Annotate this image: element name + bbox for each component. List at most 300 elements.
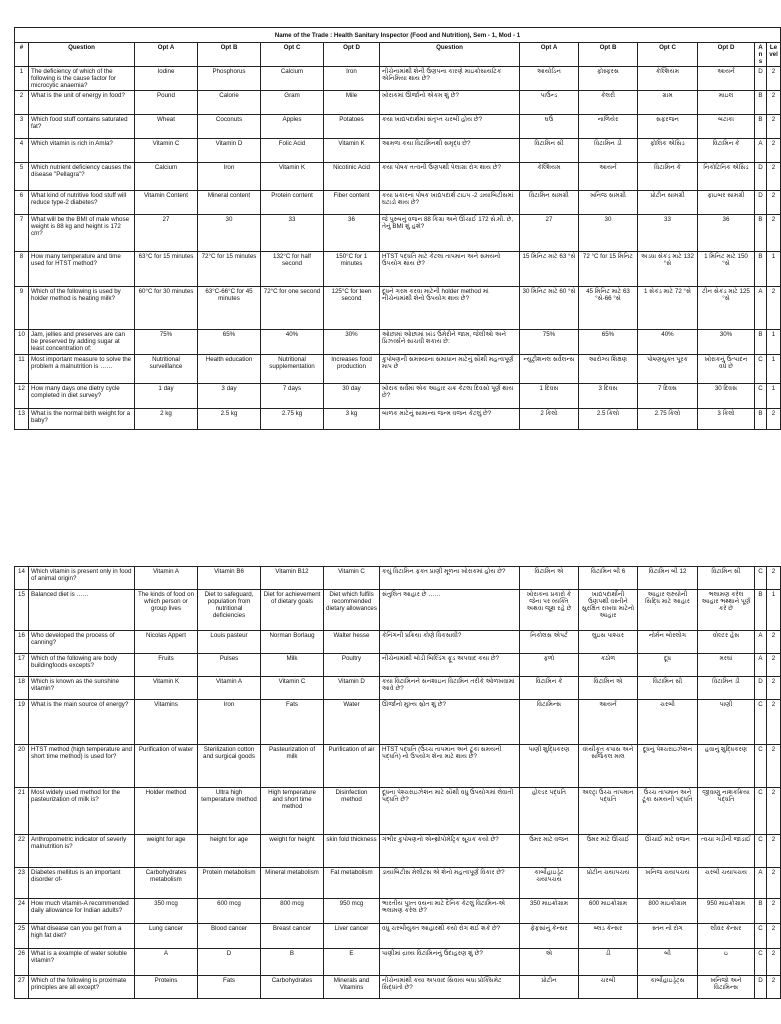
answer-key: C xyxy=(755,835,767,868)
option-b-gujarati: 3 દિવસ xyxy=(579,384,638,409)
option-d-gujarati: આયર્ન xyxy=(698,67,755,91)
question-text: What is a example of water soluble vitamin? xyxy=(29,949,135,976)
answer-key: C xyxy=(755,384,767,409)
question-text: Which vitamin is present only in food of animal origin? xyxy=(29,567,135,590)
option-b: Diet to safeguard, population from nutritional deficiencies xyxy=(198,590,261,631)
option-a-gujarati: વિટામિન કે xyxy=(520,677,579,700)
option-d: 950 mcg xyxy=(324,899,380,924)
difficulty-level: 2 xyxy=(767,287,781,330)
question-text-gujarati: ખોરાક સર્વેમાં એક આહાર ચક્ર કેટલા દિવસો પૂર્ણ થાય છે? xyxy=(380,384,520,409)
option-d: Water xyxy=(324,700,380,745)
table-row xyxy=(15,91,781,115)
option-d-gujarati: ચરબી ચયાપચય xyxy=(698,868,755,899)
difficulty-level: 1 xyxy=(767,330,781,355)
option-d: Disinfection method xyxy=(324,788,380,835)
question-text: Which vitamin is rich in Amla? xyxy=(29,139,135,163)
header-opt-c-gujarati: Opt C xyxy=(638,43,698,67)
answer-key: A xyxy=(755,287,767,330)
option-d-gujarati: ત્વચા ગડીની જાડાઈ xyxy=(698,835,755,868)
option-a: The kinds of food on which person or group lives xyxy=(135,590,198,631)
option-b: 600 mcg xyxy=(198,899,261,924)
question-text-gujarati: દૂધને ગરમ કરવા માટેની holder method માં નીચેનામાંથી શેનો ઉપયોગ થાય છે? xyxy=(380,287,520,330)
header-answer: Ans xyxy=(755,43,767,67)
option-b-gujarati: 65% xyxy=(579,330,638,355)
option-c: weight for height xyxy=(261,835,324,868)
option-c-gujarati: સ્તન નો રોગ xyxy=(638,924,698,949)
option-a: 63°C for 15 minutes xyxy=(135,252,198,287)
table-row xyxy=(15,330,781,355)
option-d-gujarati: ખનિજો અને વિટામિન્સ xyxy=(698,976,755,999)
option-a: Pound xyxy=(135,91,198,115)
difficulty-level: 2 xyxy=(767,677,781,700)
table-row xyxy=(15,868,781,899)
option-c-gujarati: પોષણયુક્ત પૂરક xyxy=(638,355,698,384)
option-a-gujarati: પાઉન્ડ xyxy=(520,91,579,115)
question-text: What is the main source of energy? xyxy=(29,700,135,745)
option-b-gujarati: આયર્ન xyxy=(579,700,638,745)
option-d-gujarati: બટાકા xyxy=(698,115,755,139)
option-c: Norman Borlaug xyxy=(261,631,324,654)
answer-key: C xyxy=(755,745,767,788)
difficulty-level: 2 xyxy=(767,115,781,139)
option-a-gujarati: ફળો xyxy=(520,654,579,677)
option-d-gujarati: 30 દિવસ xyxy=(698,384,755,409)
option-b-gujarati: વિટામિન ડી xyxy=(579,139,638,163)
question-text-gujarati: સંતુલિત આહાર છે …… xyxy=(380,590,520,631)
answer-key: C xyxy=(755,700,767,745)
question-text: Jam, jellies and preserves are can be preserved by adding sugar at least concentration of: xyxy=(29,330,135,355)
option-b-gujarati: 45 મિનિટ માટે 63 °સે-66 °સે xyxy=(579,287,638,330)
option-c: 2.75 kg xyxy=(261,409,324,430)
option-b-gujarati: કઠોળ xyxy=(579,654,638,677)
option-b-gujarati: અલ્ટ્રા ઉચ્ચ તાપમાન પદ્ધતિ xyxy=(579,788,638,835)
option-c: Mineral metabolism xyxy=(261,868,324,899)
question-text: What will be the BMI of male whose weight is 88 kg and height is 172 cm? xyxy=(29,215,135,252)
option-b-gujarati: લુઇસ પાશ્ચર xyxy=(579,631,638,654)
option-b-gujarati: ચરબી xyxy=(579,976,638,999)
table-row xyxy=(15,567,781,590)
option-d-gujarati: 3 કિલો xyxy=(698,409,755,430)
difficulty-level: 2 xyxy=(767,654,781,677)
option-d: E xyxy=(324,949,380,976)
option-d-gujarati: વિટામિન કે xyxy=(698,139,755,163)
option-d: Diet which fulfils recommended dietary allowances xyxy=(324,590,380,631)
option-a-gujarati: કાર્બોહાઇડ્રેટ ચયાપચય xyxy=(520,868,579,899)
question-number: 24 xyxy=(15,899,29,924)
option-a-gujarati: 15 મિનિટ માટે 63 °સે xyxy=(520,252,579,287)
option-d: Minerals and Vitamins xyxy=(324,976,380,999)
table-row xyxy=(15,949,781,976)
difficulty-level: 2 xyxy=(767,745,781,788)
option-a-gujarati: ઉંમર માટે વજન xyxy=(520,835,579,868)
table-row xyxy=(15,745,781,788)
difficulty-level: 2 xyxy=(767,215,781,252)
option-a: Nicolas Appert xyxy=(135,631,198,654)
option-a-gujarati: પ્રોટીન xyxy=(520,976,579,999)
question-text-gujarati: ડાયાબિટીસ મેલીટસ એ શેનો મહત્વપૂર્ણ વિકાર છે? xyxy=(380,868,520,899)
question-text-gujarati: કયા ખાદ્યપદાર્થમાં સંતૃપ્ત ચરબી હોય છે? xyxy=(380,115,520,139)
option-d-gujarati: વિટામિન ડી xyxy=(698,677,755,700)
option-a-gujarati: 27 xyxy=(520,215,579,252)
option-a-gujarati: નિકોલસ એપર્ટ xyxy=(520,631,579,654)
question-text-gujarati: કયા પ્રકારના પોષક ખાદ્યપદાર્થ ટાઇપ -2 ડાયાબિટીસમાં ઘટાડો થાય છે? xyxy=(380,191,520,215)
option-b: Calorie xyxy=(198,91,261,115)
option-c: Pasteurization of milk xyxy=(261,745,324,788)
option-a: Calcium xyxy=(135,163,198,191)
option-c: 7 days xyxy=(261,384,324,409)
question-text: Diabetes mellitus is an important disorder of- xyxy=(29,868,135,899)
option-a: Lung cancer xyxy=(135,924,198,949)
option-b: 65% xyxy=(198,330,261,355)
header-opt-c: Opt C xyxy=(261,43,324,67)
option-c-gujarati: કાર્બોહાઇડ્રેટ્સ xyxy=(638,976,698,999)
table-row xyxy=(15,355,781,384)
question-number: 11 xyxy=(15,355,29,384)
question-text: Most important measure to solve the problem a malnutrition is …… xyxy=(29,355,135,384)
option-a-gujarati: 350 માઇક્રોગ્રામ xyxy=(520,899,579,924)
option-a-gujarati: આયોડિન xyxy=(520,67,579,91)
header-opt-a: Opt A xyxy=(135,43,198,67)
option-a-gujarati: ફેફસાંનું કેન્સર xyxy=(520,924,579,949)
option-a: 60°C for 30 minutes xyxy=(135,287,198,330)
option-c: Vitamin B12 xyxy=(261,567,324,590)
table-row xyxy=(15,590,781,631)
option-b-gujarati: કેલરી xyxy=(579,91,638,115)
table-row xyxy=(15,409,781,430)
question-text: The deficiency of which of the following is the cause factor for microcytic anaemia? xyxy=(29,67,135,91)
option-b: 30 xyxy=(198,215,261,252)
question-text: Which of the following are body buildingfoods excepts? xyxy=(29,654,135,677)
option-b-gujarati: ડી xyxy=(579,949,638,976)
option-a: A xyxy=(135,949,198,976)
question-text-gujarati: HTST પદ્ધતિ (ઉચ્ચ તાપમાન અને ટૂંકા સમયની પદ્ધતિ) નો ઉપયોગ શેના માટે થાય છે? xyxy=(380,745,520,788)
difficulty-level: 2 xyxy=(767,409,781,430)
option-c-gujarati: 33 xyxy=(638,215,698,252)
option-b-gujarati: વિટામિન એ xyxy=(579,677,638,700)
option-c-gujarati: બી xyxy=(638,949,698,976)
option-c: Apples xyxy=(261,115,324,139)
option-a: 75% xyxy=(135,330,198,355)
difficulty-level: 1 xyxy=(767,590,781,631)
table-row xyxy=(15,976,781,999)
option-a: Vitamin C xyxy=(135,139,198,163)
option-a: Carbohydrates metabolism xyxy=(135,868,198,899)
option-a-gujarati: 30 મિનિટ માટે 60 °સે xyxy=(520,287,579,330)
question-number: 27 xyxy=(15,976,29,999)
option-d: Fiber content xyxy=(324,191,380,215)
header-opt-d-gujarati: Opt D xyxy=(698,43,755,67)
option-b-gujarati: ખનિજ સામગ્રી xyxy=(579,191,638,215)
option-c: Vitamin K xyxy=(261,163,324,191)
difficulty-level: 2 xyxy=(767,67,781,91)
question-number: 5 xyxy=(15,163,29,191)
option-d: Nicotinic Acid xyxy=(324,163,380,191)
answer-key: A xyxy=(755,139,767,163)
difficulty-level: 2 xyxy=(767,924,781,949)
option-b: 72°C for 15 minutes xyxy=(198,252,261,287)
option-d-gujarati: 1 મિનિટ માટે 150 °સે xyxy=(698,252,755,287)
question-table-1 xyxy=(14,27,781,430)
option-b: Health education xyxy=(198,355,261,384)
option-c: Diet for achievement of dietary goals xyxy=(261,590,324,631)
table-row xyxy=(15,835,781,868)
option-a-gujarati: વિટામિન એ xyxy=(520,567,579,590)
question-text-gujarati: કુપોષણની સમસ્યાના સમાધાન માટેનું સૌથી મહત્વપૂર્ણ માપ છે xyxy=(380,355,520,384)
table-row xyxy=(15,191,781,215)
option-d: Liver cancer xyxy=(324,924,380,949)
table-row xyxy=(15,384,781,409)
question-number: 4 xyxy=(15,139,29,163)
question-number: 9 xyxy=(15,287,29,330)
question-text-gujarati: બાળક માટેનું સામાન્ય જન્મ વજન કેટલું છે? xyxy=(380,409,520,430)
header-row xyxy=(15,43,781,67)
question-number: 16 xyxy=(15,631,29,654)
option-c-gujarati: ઊંચાઈ માટે વજન xyxy=(638,835,698,868)
answer-key: C xyxy=(755,924,767,949)
difficulty-level: 2 xyxy=(767,976,781,999)
option-a-gujarati: વિટામિન સામગ્રી xyxy=(520,191,579,215)
option-b-gujarati: પ્રોટીન ચયાપચય xyxy=(579,868,638,899)
option-c-gujarati: ફોલિક એસિડ xyxy=(638,139,698,163)
option-d: Potatoes xyxy=(324,115,380,139)
option-b: 3 day xyxy=(198,384,261,409)
table-row xyxy=(15,700,781,745)
difficulty-level: 2 xyxy=(767,191,781,215)
option-b: Sterilization cotton and surgical goods xyxy=(198,745,261,788)
option-a: Vitamin K xyxy=(135,677,198,700)
question-text-gujarati: કયું વિટામિન ફક્ત પ્રાણી મૂળના ખોરાકમાં હોય છે? xyxy=(380,567,520,590)
option-d-gujarati: પાણી xyxy=(698,700,755,745)
option-c-gujarati: 40% xyxy=(638,330,698,355)
option-b: height for age xyxy=(198,835,261,868)
option-c-gujarati: કેલ્શિયમ xyxy=(638,67,698,91)
question-number: 22 xyxy=(15,835,29,868)
question-text: Which nutrient deficiency causes the disease "Pellagra"? xyxy=(29,163,135,191)
option-c-gujarati: 800 માઇક્રોગ્રામ xyxy=(638,899,698,924)
option-c: Fats xyxy=(261,700,324,745)
header-question: Question xyxy=(29,43,135,67)
question-text-gujarati: ગંભીર કુપોષણનો એન્થ્રોપોમેટ્રિક સૂચક કયો છે? xyxy=(380,835,520,868)
question-number: 8 xyxy=(15,252,29,287)
option-a: 27 xyxy=(135,215,198,252)
option-a-gujarati: 75% xyxy=(520,330,579,355)
question-number: 21 xyxy=(15,788,29,835)
question-text: Balanced diet is …… xyxy=(29,590,135,631)
difficulty-level: 1 xyxy=(767,252,781,287)
question-text: How many temperature and time used for HTST method? xyxy=(29,252,135,287)
question-text-gujarati: આમળા કયા વિટામિનથી સમૃદ્ધ છે? xyxy=(380,139,520,163)
option-b-gujarati: વિટામિન બી 6 xyxy=(579,567,638,590)
option-d: 30 day xyxy=(324,384,380,409)
option-a: 350 mcg xyxy=(135,899,198,924)
option-d: 125°C for teen second xyxy=(324,287,380,330)
answer-key: C xyxy=(755,355,767,384)
option-a-gujarati: ઘઉં xyxy=(520,115,579,139)
option-c-gujarati: વિટામિન કે xyxy=(638,163,698,191)
table-row xyxy=(15,115,781,139)
question-text-gujarati: ઓછામાં ઓછામાં ખાંડ ઉમેરીને જામ, જેલીઓ અને પ્રિઝર્વ્સને સાચવી શકાય છે: xyxy=(380,330,520,355)
difficulty-level: 2 xyxy=(767,567,781,590)
question-text: How much vitamin-A recommended daily allowance for Indian adults? xyxy=(29,899,135,924)
option-c-gujarati: 7 દિવસ xyxy=(638,384,698,409)
header-opt-d: Opt D xyxy=(324,43,380,67)
option-a: Proteins xyxy=(135,976,198,999)
option-b-gujarati: આરોગ્ય શિક્ષણ xyxy=(579,355,638,384)
question-text: Which is known as the sunshine vitamin? xyxy=(29,677,135,700)
option-a: Iodine xyxy=(135,67,198,91)
difficulty-level: 2 xyxy=(767,139,781,163)
option-c: Folic Acid xyxy=(261,139,324,163)
option-a-gujarati: એ xyxy=(520,949,579,976)
option-d-gujarati: 950 માઇક્રોગ્રામ xyxy=(698,899,755,924)
answer-key: A xyxy=(755,631,767,654)
option-d: Mile xyxy=(324,91,380,115)
option-b: Iron xyxy=(198,700,261,745)
option-d: Fat metabolism xyxy=(324,868,380,899)
header-level: Level xyxy=(767,43,781,67)
option-d: Iron xyxy=(324,67,380,91)
option-b: 63°C-66°C for 45 minutes xyxy=(198,287,261,330)
answer-key: D xyxy=(755,677,767,700)
option-c-gujarati: ખનિજ ચયાપચય xyxy=(638,868,698,899)
option-d: Purification of air xyxy=(324,745,380,788)
option-d-gujarati: ટીન સેકંડ માટે 125 °સે xyxy=(698,287,755,330)
option-c: 40% xyxy=(261,330,324,355)
option-c: 33 xyxy=(261,215,324,252)
option-d-gujarati: ઇ xyxy=(698,949,755,976)
option-b: Coconuts xyxy=(198,115,261,139)
option-a: weight for age xyxy=(135,835,198,868)
option-b-gujarati: આયર્ન xyxy=(579,163,638,191)
option-b: Iron xyxy=(198,163,261,191)
question-number: 10 xyxy=(15,330,29,355)
question-text: Which of the following is proximate principles are all except? xyxy=(29,976,135,999)
answer-key: D xyxy=(755,976,767,999)
question-sheet-page-1 xyxy=(14,27,778,430)
question-number: 15 xyxy=(15,590,29,631)
option-d-gujarati: વિટામિન સી xyxy=(698,567,755,590)
question-text: What kind of nutritive food stuff will reduce type-2 diabetes? xyxy=(29,191,135,215)
question-text-gujarati: HTST પદ્ધતિ માટે કેટલા તાપમાન અને સમયનો ઉપયોગ થાય છે? xyxy=(380,252,520,287)
option-a: Fruits xyxy=(135,654,198,677)
option-b-gujarati: નાળિયેર xyxy=(579,115,638,139)
question-text: HTST method (high temperature and short time method) is used for? xyxy=(29,745,135,788)
option-c: B xyxy=(261,949,324,976)
option-b: 2.5 kg xyxy=(198,409,261,430)
question-text: What disease can you get from a high fat diet? xyxy=(29,924,135,949)
option-c-gujarati: ચરબી xyxy=(638,700,698,745)
question-text-gujarati: કયા પોષક તત્વની ઉણપથી પેલાગ્રા રોગ થાય છે? xyxy=(380,163,520,191)
answer-key: B xyxy=(755,115,767,139)
option-c-gujarati: દૂધ xyxy=(638,654,698,677)
question-number: 6 xyxy=(15,191,29,215)
option-d-gujarati: મરઘાં xyxy=(698,654,755,677)
option-b-gujarati: 72 °C for 15 મિનિટ xyxy=(579,252,638,287)
option-b: Pulses xyxy=(198,654,261,677)
difficulty-level: 2 xyxy=(767,163,781,191)
question-number: 1 xyxy=(15,67,29,91)
answer-key: C xyxy=(755,788,767,835)
question-number: 20 xyxy=(15,745,29,788)
option-b: Mineral content xyxy=(198,191,261,215)
option-b: Vitamin B6 xyxy=(198,567,261,590)
header-opt-a-gujarati: Opt A xyxy=(520,43,579,67)
question-text: Which food stuff contains saturated fat? xyxy=(29,115,135,139)
option-b: Vitamin A xyxy=(198,677,261,700)
question-text-gujarati: દૂધના પેશ્ચરાઇઝેશન માટે સૌથી વધુ ઉપયોગમાં લેવાતી પદ્ધતિ છે? xyxy=(380,788,520,835)
option-b-gujarati: ખાદ્યપદાર્થોની ઉણપથી વસ્તીને સુરક્ષિત રાખવા માટેનો આહાર xyxy=(579,590,638,631)
question-text: Most widely used method for the pasteurization of milk is? xyxy=(29,788,135,835)
question-text: How many days one dietry cycle completed in diet survey? xyxy=(29,384,135,409)
option-a: 1 day xyxy=(135,384,198,409)
option-d-gujarati: ફાઇબર સામગ્રી xyxy=(698,191,755,215)
table-row xyxy=(15,924,781,949)
table-row xyxy=(15,163,781,191)
option-b: Blood cancer xyxy=(198,924,261,949)
option-d: Walter hesse xyxy=(324,631,380,654)
option-d-gujarati: 30% xyxy=(698,330,755,355)
option-a-gujarati: 1 દિવસ xyxy=(520,384,579,409)
option-c: Milk xyxy=(261,654,324,677)
difficulty-level: 2 xyxy=(767,949,781,976)
table-row xyxy=(15,677,781,700)
option-a-gujarati: 2 કિલો xyxy=(520,409,579,430)
option-a: Nutritional surveillance xyxy=(135,355,198,384)
question-number: 18 xyxy=(15,677,29,700)
option-b: Fats xyxy=(198,976,261,999)
answer-key: B xyxy=(755,899,767,924)
question-text-gujarati: વધુ ચરબીયુક્ત આહારથી કયો રોગ થઈ શકે છે? xyxy=(380,924,520,949)
question-text-gujarati: જે પુરુષનું વજન 88 કિગ્રા અને ઊંચાઈ 172 સે.મી. છે, તેનું BMI શું હશે? xyxy=(380,215,520,252)
option-c: 800 mcg xyxy=(261,899,324,924)
option-a-gujarati: વિટામિન સી xyxy=(520,139,579,163)
option-a: Vitamins xyxy=(135,700,198,745)
question-text: What is the unit of energy in food? xyxy=(29,91,135,115)
difficulty-level: 2 xyxy=(767,868,781,899)
question-text-gujarati: ઊર્જાનો મુખ્ય સ્રોત શું છે? xyxy=(380,700,520,745)
question-text-gujarati: કયા વિટામિનને સનશાઇન વિટામિન તરીકે ઓળખવામાં આવે છે? xyxy=(380,677,520,700)
difficulty-level: 1 xyxy=(767,384,781,409)
option-c: 132°C for half second xyxy=(261,252,324,287)
option-c: Nutritional supplementation xyxy=(261,355,324,384)
option-c: Protein content xyxy=(261,191,324,215)
answer-key: A xyxy=(755,654,767,677)
option-d: Vitamin K xyxy=(324,139,380,163)
difficulty-level: 1 xyxy=(767,355,781,384)
option-c-gujarati: ઉચ્ચ તાપમાન અને ટૂંકા સમયની પદ્ધતિ xyxy=(638,788,698,835)
option-b-gujarati: વંધ્યીકૃત કપાસ અને સર્જિકલ માલ xyxy=(579,745,638,788)
header-opt-b: Opt B xyxy=(198,43,261,67)
difficulty-level: 2 xyxy=(767,631,781,654)
table-row xyxy=(15,788,781,835)
option-a: Wheat xyxy=(135,115,198,139)
option-c-gujarati: વિટામિન સી xyxy=(638,677,698,700)
option-b-gujarati: બ્લડ કેન્સર xyxy=(579,924,638,949)
answer-key: D xyxy=(755,163,767,191)
question-number: 14 xyxy=(15,567,29,590)
option-d-gujarati: લીવર કેન્સર xyxy=(698,924,755,949)
answer-key: D xyxy=(755,67,767,91)
option-b-gujarati: ઉંમર માટે ઊંચાઈ xyxy=(579,835,638,868)
answer-key: B xyxy=(755,215,767,252)
question-number: 12 xyxy=(15,384,29,409)
option-c-gujarati: અડધા સેકંડ માટે 132 °સે xyxy=(638,252,698,287)
question-sheet-page-2 xyxy=(14,566,776,999)
option-b: Protein metabolism xyxy=(198,868,261,899)
option-b: D xyxy=(198,949,261,976)
question-text: What is the normal birth weight for a baby? xyxy=(29,409,135,430)
question-text: Which of the following is used by holder method is heating milk? xyxy=(29,287,135,330)
